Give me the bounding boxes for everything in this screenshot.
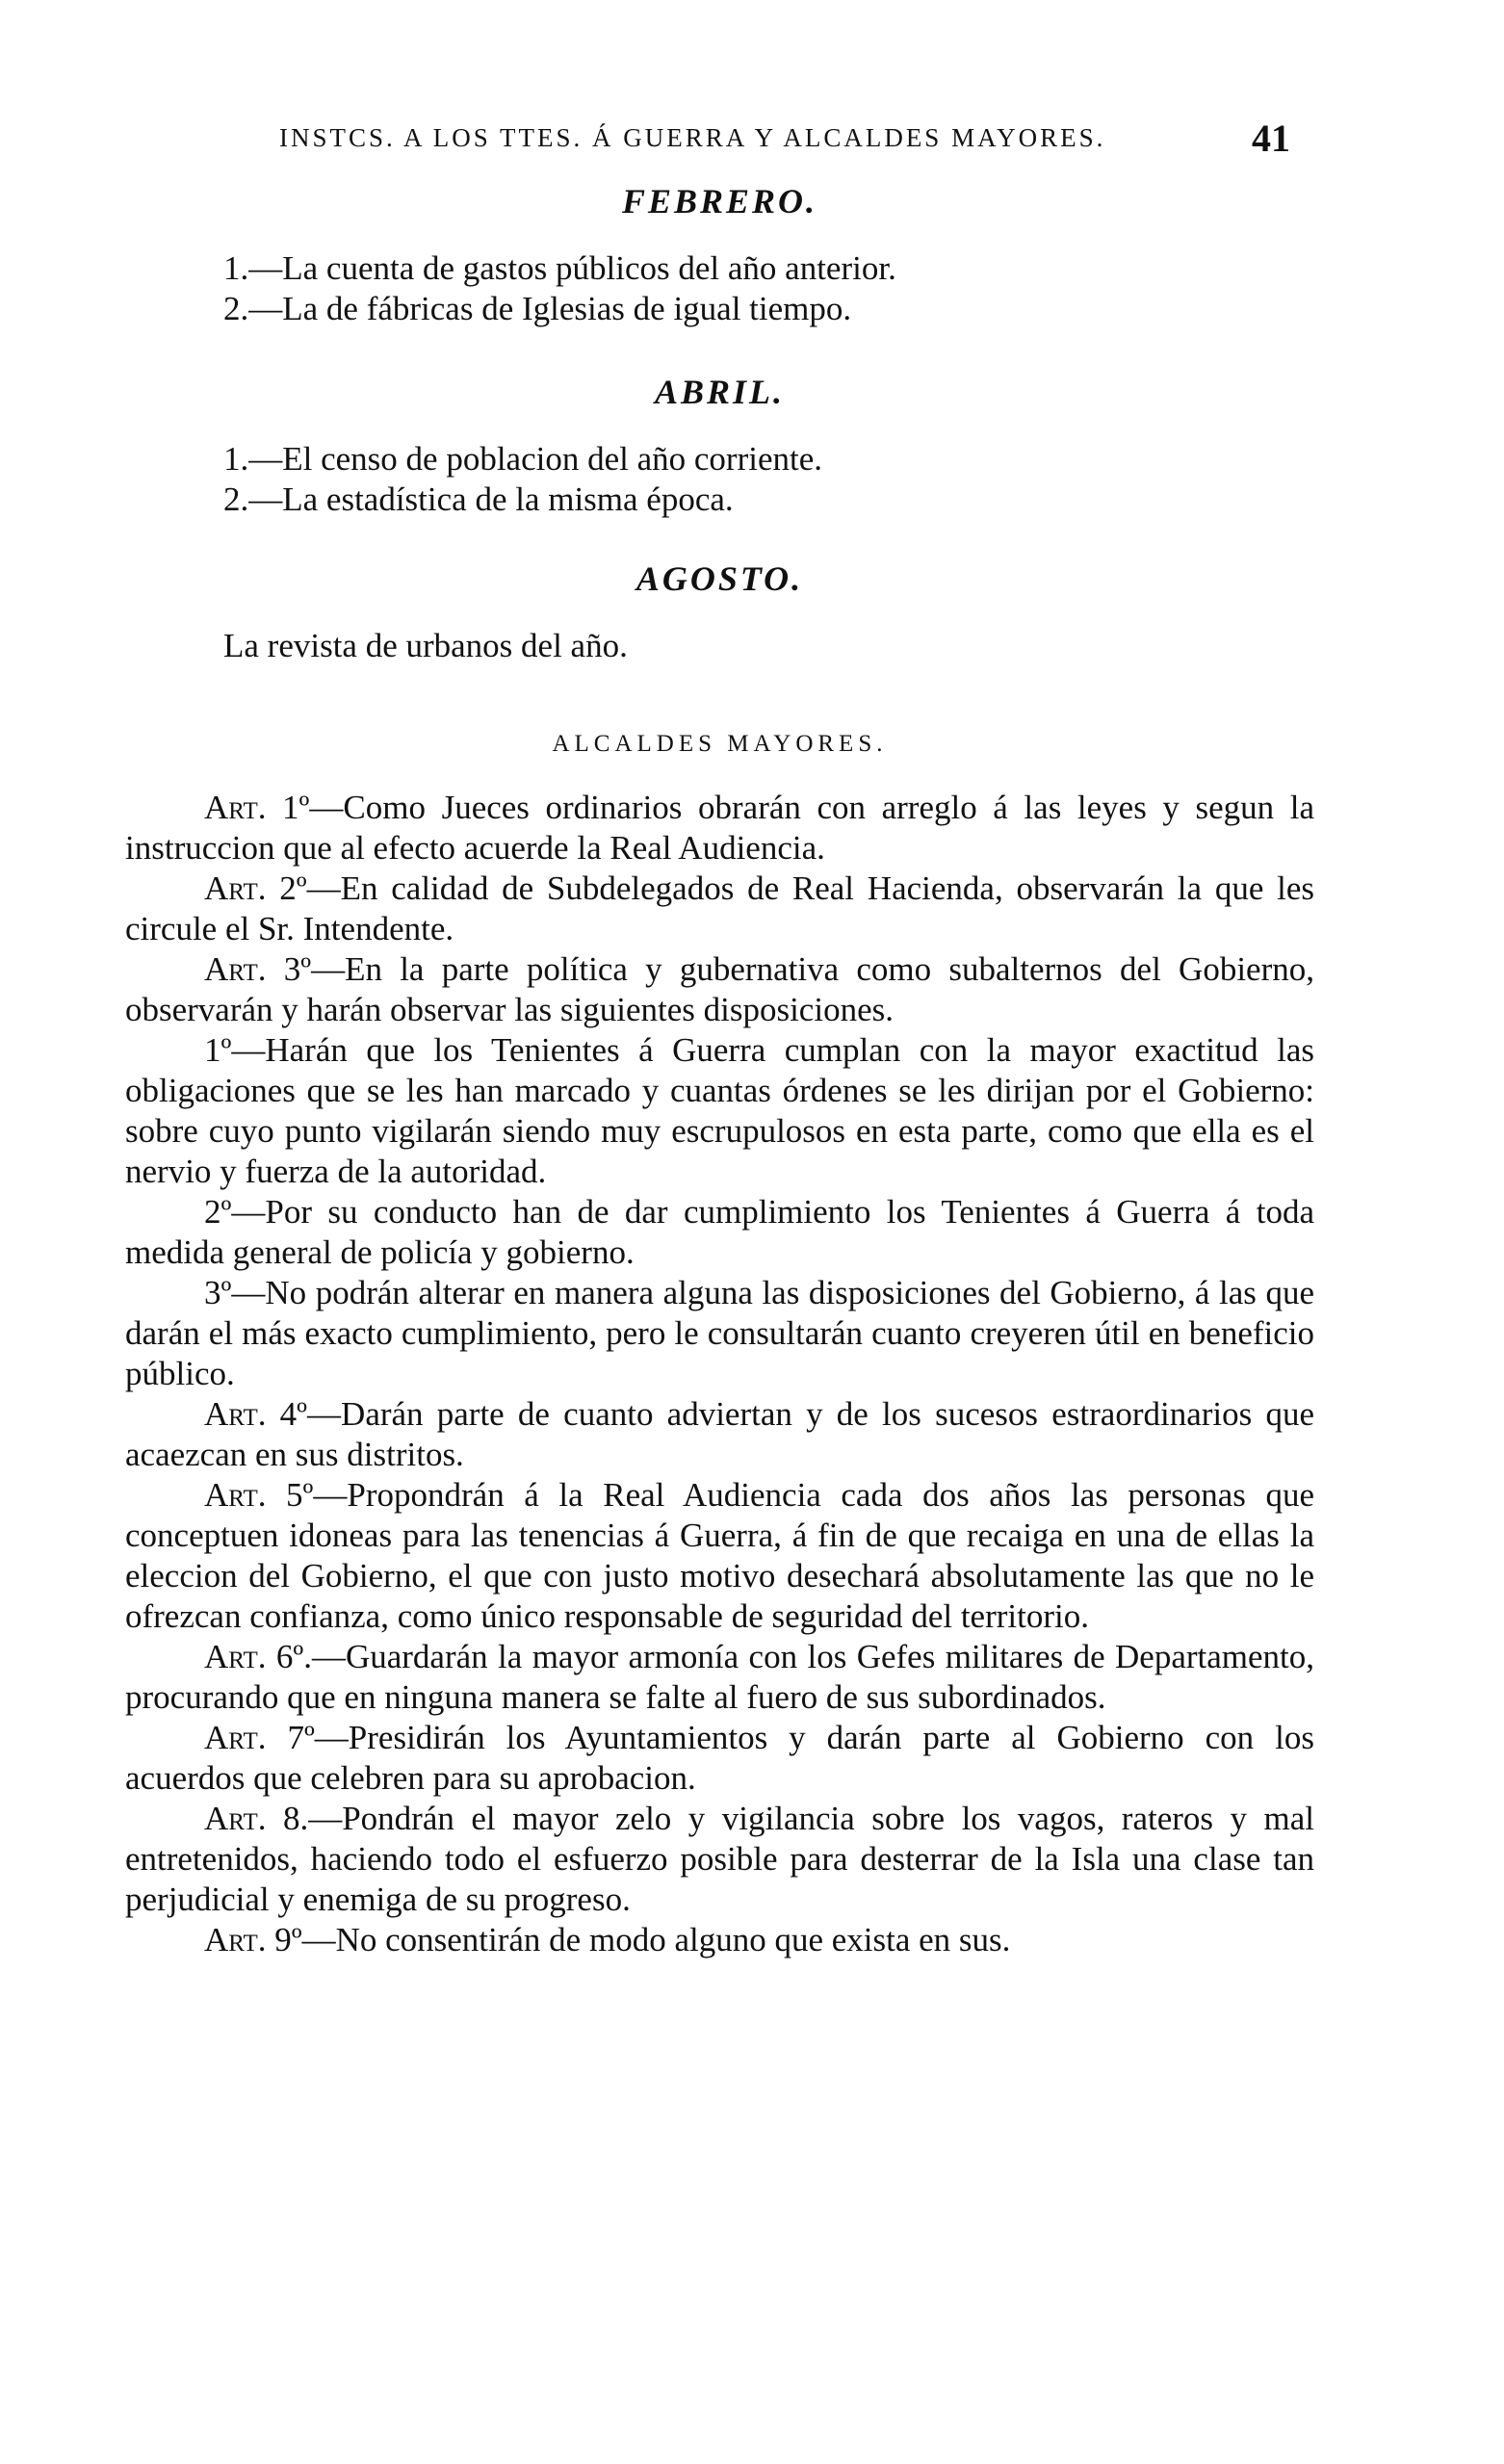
article-label: Art. 4º [204, 1395, 308, 1433]
article-paragraph [125, 869, 1314, 949]
article-paragraph [125, 1637, 1314, 1718]
article-label: Art. 1º [204, 789, 310, 826]
section-title-febrero: FEBRERO. [621, 182, 818, 220]
article-text: 3º—No podrán alterar en manera alguna las disposiciones del Gobierno, á las que darán el más exacto cumplimiento, pero le consultarán cuanto creyeren útil en beneficio público. [125, 1274, 1314, 1392]
article-label: Art. 2º [204, 869, 307, 907]
list-item: 2.—La estadística de la misma época. [223, 480, 734, 518]
article-label: Art. 3º [204, 950, 312, 988]
list-item: 2.—La de fábricas de Iglesias de igual tiempo. [223, 290, 852, 327]
list-item: 1.—El censo de poblacion del año corriente. [223, 440, 823, 478]
section-title-alcaldes: ALCALDES MAYORES. [552, 731, 888, 757]
running-title: INSTCS. A LOS TTES. Á GUERRA Y ALCALDES MAYORES. [279, 123, 1106, 152]
article-text: —En la parte política y gubernativa como subalternos del Gobierno, observarán y harán observar las siguientes disposiciones. [125, 950, 1314, 1028]
article-paragraph [125, 788, 1314, 869]
section-title-abril: ABRIL. [654, 373, 786, 411]
article-label: Art. 7º [204, 1719, 315, 1756]
page-number: 41 [1252, 117, 1290, 160]
article-paragraph [125, 1920, 1314, 1960]
article-text: —No consentirán de modo alguno que exista en sus. [301, 1921, 1011, 1958]
article-paragraph [125, 949, 1314, 1030]
article-text: 2º—Por su conducto han de dar cumplimiento los Tenientes á Guerra á toda medida general de policía y gobierno. [125, 1193, 1314, 1271]
article-text: —Propondrán á la Real Audiencia cada dos años las personas que conceptuen idoneas para las tenencias á Guerra, á fin de que recaiga en una de ellas la eleccion del Gobierno, el que con justo motivo desechará absolutamente las que no le ofrezcan confianza, como único responsable de seguridad del territorio. [125, 1476, 1315, 1635]
article-paragraph [125, 1799, 1314, 1920]
article-paragraph [125, 1718, 1314, 1799]
article-text: .—Guardarán la mayor armonía con los Gefes militares de Departamento, procurando que en ninguna manera se falte al fuero de sus subordinados. [125, 1638, 1314, 1716]
page-header [279, 116, 1290, 164]
list-item: 1.—La cuenta de gastos públicos del año anterior. [223, 249, 896, 287]
article-paragraph [125, 1475, 1314, 1637]
article-label: Art. 8. [204, 1800, 309, 1837]
article-text: —Como Jueces ordinarios obrarán con arreglo á las leyes y segun la instruccion que al efecto acuerde la Real Audiencia. [125, 789, 1314, 867]
article-label: Art. 5º [204, 1476, 314, 1514]
article-text: 1º—Harán que los Tenientes á Guerra cumplan con la mayor exactitud las obligaciones que se les han marcado y cuantas órdenes se les dirijan por el Gobierno: sobre cuyo punto vigilarán siendo muy escrupulosos en esta parte, como que ella es el nervio y fuerza de la autoridad. [125, 1031, 1314, 1190]
article-paragraph [125, 1394, 1314, 1475]
article-text: —En calidad de Subdelegados de Real Hacienda, observarán la que les circule el Sr. Intendente. [125, 869, 1315, 947]
sub-paragraph [125, 1192, 1314, 1273]
article-label: Art. 6º [204, 1638, 304, 1675]
page-body [125, 181, 1314, 1960]
list-item: La revista de urbanos del año. [223, 627, 628, 664]
article-text: —Pondrán el mayor zelo y vigilancia sobre los vagos, rateros y mal entretenidos, haciendo todo el esfuerzo posible para desterrar de la Isla una clase tan perjudicial y enemiga de su progreso. [125, 1800, 1314, 1918]
sub-paragraph [125, 1030, 1314, 1192]
article-label: Art. 9º [204, 1921, 302, 1958]
article-text: —Darán parte de cuanto adviertan y de los sucesos estraordinarios que acaezcan en sus distritos. [125, 1395, 1314, 1473]
section-title-agosto: AGOSTO. [635, 559, 804, 598]
article-text: —Presidirán los Ayuntamientos y darán parte al Gobierno con los acuerdos que celebren para su aprobacion. [125, 1719, 1314, 1797]
sub-paragraph [125, 1273, 1314, 1394]
